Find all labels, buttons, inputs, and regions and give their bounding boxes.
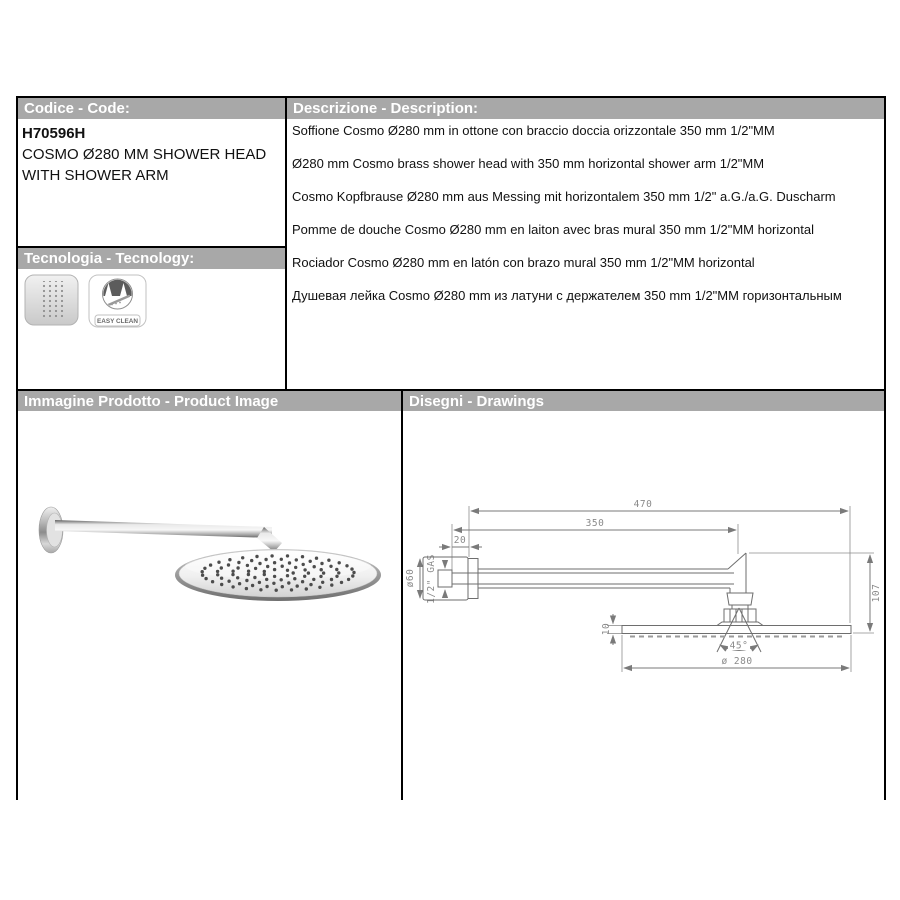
description-section-header: Descrizione - Description: xyxy=(287,98,884,119)
svg-text:470: 470 xyxy=(633,499,653,510)
dimension-head-diameter xyxy=(624,656,849,668)
description-item-it: Soffione Cosmo Ø280 mm in ottone con braccio doccia orizzontale 350 mm 1/2"MM xyxy=(292,123,775,138)
svg-text:350: 350 xyxy=(585,518,605,529)
svg-text:ø 280: ø 280 xyxy=(721,656,753,667)
shower-head xyxy=(175,549,381,601)
dimension-thread xyxy=(426,554,445,604)
description-item-fr: Pomme de douche Cosmo Ø280 mm en laiton avec bras mural 350 mm 1/2"MM horizontal xyxy=(292,222,814,237)
description-item-ru: Душевая лейка Cosmo Ø280 mm из латуни с держателем 350 mm 1/2"MM горизонтальным xyxy=(292,288,842,303)
product-code-block xyxy=(22,123,280,186)
dimension-arm-length xyxy=(454,518,736,530)
svg-text:107: 107 xyxy=(871,583,882,603)
svg-text:ø60: ø60 xyxy=(405,568,416,588)
technical-drawing xyxy=(403,411,884,800)
svg-text:20: 20 xyxy=(453,535,467,546)
description-item-en: Ø280 mm Cosmo brass shower head with 350 mm horizontal shower arm 1/2"MM xyxy=(292,156,765,171)
description-item-es: Rociador Cosmo Ø280 mm en latón con brazo mural 350 mm 1/2"MM horizontal xyxy=(292,255,755,270)
product-code: H70596H xyxy=(22,125,86,142)
dimension-wall-offset xyxy=(439,535,482,547)
extension-lines xyxy=(452,506,874,672)
drawings-section-header: Disegni - Drawings xyxy=(403,391,884,411)
table-divider-top xyxy=(285,96,287,390)
spray-pattern-icon xyxy=(24,274,80,327)
description-list xyxy=(292,123,874,321)
dimension-total-length xyxy=(471,499,848,511)
dimension-height xyxy=(870,555,882,631)
product-name: COSMO Ø280 MM SHOWER HEAD WITH SHOWER ARM xyxy=(22,146,267,184)
technology-section-header: Tecnologia - Tecnology: xyxy=(18,248,285,269)
dimension-flange-diameter xyxy=(405,559,420,598)
easy-clean-label: EASY CLEAN xyxy=(96,318,139,325)
easy-clean-icon xyxy=(88,274,148,330)
shower-arm xyxy=(55,520,282,552)
description-item-de: Cosmo Kopfbrause Ø280 mm aus Messing mit horizontalem 350 mm 1/2" a.G./a.G. Duscharm xyxy=(292,189,836,204)
product-photo xyxy=(18,412,401,799)
svg-text:45°: 45° xyxy=(729,640,749,652)
table-border-right xyxy=(884,96,886,800)
drawing-geometry xyxy=(423,553,851,637)
svg-text:1/2" GAS: 1/2" GAS xyxy=(426,554,437,604)
svg-text:10: 10 xyxy=(601,622,612,636)
dimension-head-thickness xyxy=(601,614,613,645)
code-section-header: Codice - Code: xyxy=(18,98,285,119)
product-image-section-header: Immagine Prodotto - Product Image xyxy=(18,391,401,411)
